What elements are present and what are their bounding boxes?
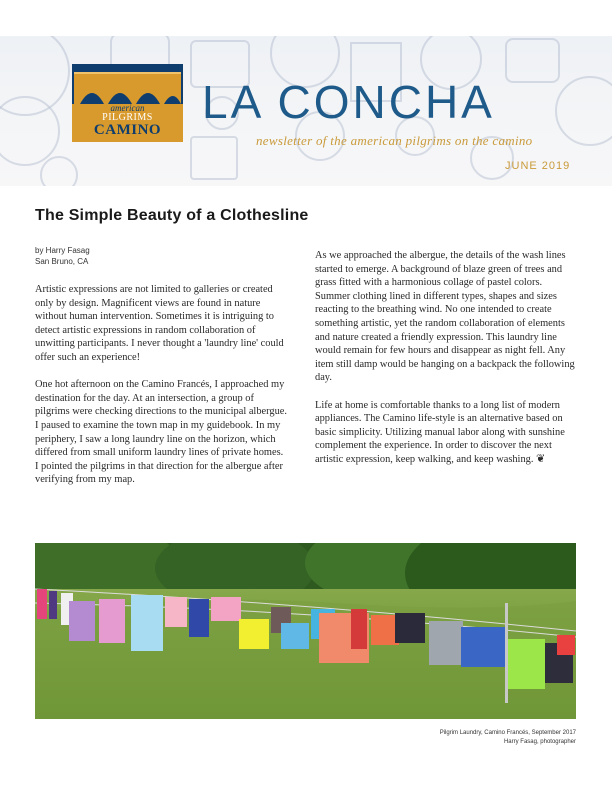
photo-illustration	[35, 543, 576, 719]
photo-caption	[440, 729, 576, 747]
stamp-decoration	[40, 156, 78, 186]
article-column-right	[315, 249, 577, 480]
stamp-decoration	[505, 38, 560, 83]
article-paragraph-text: Life at home is comfortable thanks to a long list of modern appliances. The Camino life-style is an alternative based on basic simplicity. Utilizing manual labor along with sunshine complement the experience. In order to discover the next artistic expression, keep walking, and keep washing.	[315, 399, 565, 465]
newsletter-subtitle: newsletter of the american pilgrims on the camino	[256, 133, 533, 148]
american-pilgrims-logo	[72, 64, 183, 142]
article-column-left	[35, 283, 288, 501]
article-paragraph: As we approached the albergue, the details of the wash lines started to emerge. A background of blaze green of trees and grass fitted with a harmonious collage of pastel colors. Summer clothing lined in different types, shapes and sizes reacting to the breathing wind. No one intended to create something artistic, yet the random collaboration of elements and nature created a friendly expression. This laundry line would remain for few hours and disappear as night fell. Any item still damp would be hanging on a backpack the following day.	[315, 250, 575, 384]
author-name: by Harry Fasag	[35, 246, 90, 255]
article-headline: The Simple Beauty of a Clothesline	[35, 207, 309, 224]
issue-date: JUNE 2019	[505, 160, 571, 172]
shell-icon: ❦	[536, 452, 546, 465]
author-location: San Bruno, CA	[35, 257, 89, 266]
laundry-line-photo	[35, 543, 576, 719]
newsletter-title: LA CONCHA	[202, 76, 495, 128]
article-paragraph: One hot afternoon on the Camino Francés, I approached my destination for the day. At an intersection, a group of pilgrims were checking directions to the municipal albergue. I paused to examine the town map in my guidebook. In my periphery, I saw a long laundry line on the horizon, which differed from small uniform laundry lines of private homes. I pointed the pilgrims in that direction for the albergue after verifying from my map.	[35, 379, 287, 486]
bridge-icon	[72, 70, 183, 104]
caption-title: Pilgrim Laundry, Camino Francés, September 2017	[439, 730, 576, 736]
caption-credit: Harry Fasag, photographer	[503, 739, 576, 745]
logo-line-american: american	[110, 103, 145, 113]
article-paragraph-last	[315, 399, 577, 467]
logo-line-pilgrims: PILGRIMS	[102, 112, 153, 123]
stamp-decoration	[190, 136, 238, 180]
article-paragraph: Artistic expressions are not limited to galleries or created only by design. Magnificent views are found in nature without human intervention. Sometimes it is intriguing to detect artistic expressions in random collaboration of unwitting participants. I never thought a 'laundry line' could offer such an experience!	[35, 284, 284, 363]
logo-line-camino: CAMINO	[93, 122, 162, 138]
article-byline	[35, 245, 90, 267]
stamp-decoration	[555, 76, 612, 146]
